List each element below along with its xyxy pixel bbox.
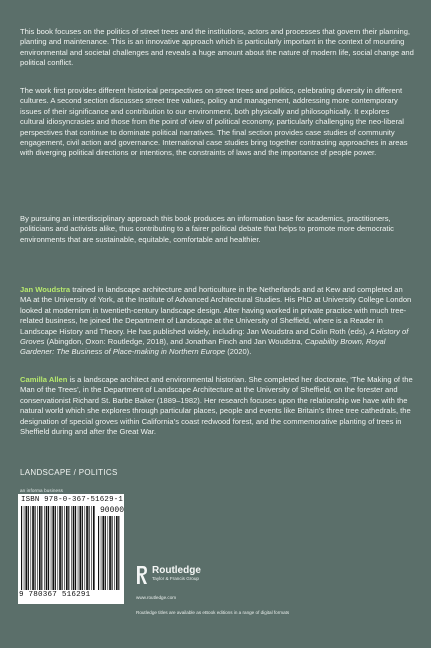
bio-text-segment: (2020). <box>225 347 252 357</box>
bio-text-segment: trained in landscape architecture and horticulture in the Netherlands and at Kew and completed an MA at the University of York, at the Institute of Advanced Architectural Studies. His PhD at University College London looked at modernism in twentieth-century landscape design. After having worked in private practice with much tree-related business, he joined the Department of Landscape at the University of Sheffield, where is a Reader in Landscape History and Theory. He has published widely, including: Jan Woudstra and Colin Roth (eds), <box>20 285 412 336</box>
subject-category: LANDSCAPE / POLITICS <box>20 468 118 477</box>
publisher-url: www.routledge.com <box>136 595 177 600</box>
blurb-text-1: This book focuses on the politics of street trees and the institutions, actors and processes that govern their planning, planting and maintenance. This is an innovative approach which is particularly important in the context of mounting environmental and societal challenges and reveals a huge amount about the nature of modern life, social change and political conflict. <box>20 27 414 68</box>
price-code: 90000 <box>100 506 125 515</box>
publisher-name: Routledge <box>152 565 201 576</box>
isbn-label: ISBN 978-0-367-51629-1 <box>21 496 123 504</box>
blurb-text-2: The work first provides different historical perspectives on street trees and politics, celebrating diversity in different cultures. A second section discusses street tree values, policy and management, addressing more contemporary issues of their significance and contribution to our environment, both physically and philosophically. It explores cultural idiosyncrasies and those from the point of view of political economy, particularly challenging the neo-liberal perspectives that continue to dominate political narratives. The final section provides case studies of community engagement, civil action and governance. International case studies bring together contrasting approaches in areas with diverging political directions or intentions, the constraints of laws and the importance of people power. <box>20 86 408 158</box>
author-bio-allen <box>20 375 414 437</box>
ebook-note: Routledge titles are available as eBook editions in a range of digital formats <box>136 610 290 615</box>
blurb-text-3: By pursuing an interdisciplinary approach this book produces an information base for academics, practitioners, politicians and activists alike, thus contributing to a fairer political debate that helps to promote more democratic environments that are sustainable, equitable, comfortable and healthier. <box>20 214 394 244</box>
author-bio-text <box>20 285 414 358</box>
author-bio-woudstra <box>20 285 414 358</box>
blurb-paragraph-2 <box>20 86 414 159</box>
barcode-bars <box>21 506 95 590</box>
informa-tagline: an informa business <box>20 488 64 493</box>
author-name: Jan Woudstra <box>20 285 71 294</box>
routledge-r-icon <box>136 565 148 585</box>
blurb-paragraph-1 <box>20 27 414 69</box>
bio-text-segment: (Abingdon, Oxon: Routledge, 2018), and Jonathan Finch and Jan Woudstra, <box>44 337 305 347</box>
publisher-logo <box>136 565 201 585</box>
price-barcode-bars <box>98 516 120 590</box>
author-bio-text <box>20 375 414 437</box>
book-title-italic: A History of Groves <box>20 326 409 347</box>
barcode-digits: 9 780367 516291 <box>19 591 91 599</box>
blurb-paragraph-3 <box>20 214 414 245</box>
bio-text-segment: is a landscape architect and environmental historian. She completed her doctorate, ‘The Making of the Man of the Trees’, in the Department of Landscape Architecture at the University of Sheffield, on the forester and conservationist Richard St. Barbe Baker (1889–1982). Her research focuses upon the relationship we have with the natural world which she explores through particular places, people and events like Britain’s three tree cathedrals, the designation of special groves within California’s coast redwood forest, and the commemorative planting of trees in Sheffield during and after the Great War. <box>20 375 413 437</box>
publisher-group: Taylor & Francis Group <box>152 576 199 581</box>
author-name: Camilla Allen <box>20 375 68 384</box>
publisher-text <box>152 565 201 582</box>
isbn-barcode <box>18 494 124 604</box>
book-title-italic: Capability Brown, Royal Gardener: The Business of Place-making in Northern Europe <box>20 337 386 357</box>
